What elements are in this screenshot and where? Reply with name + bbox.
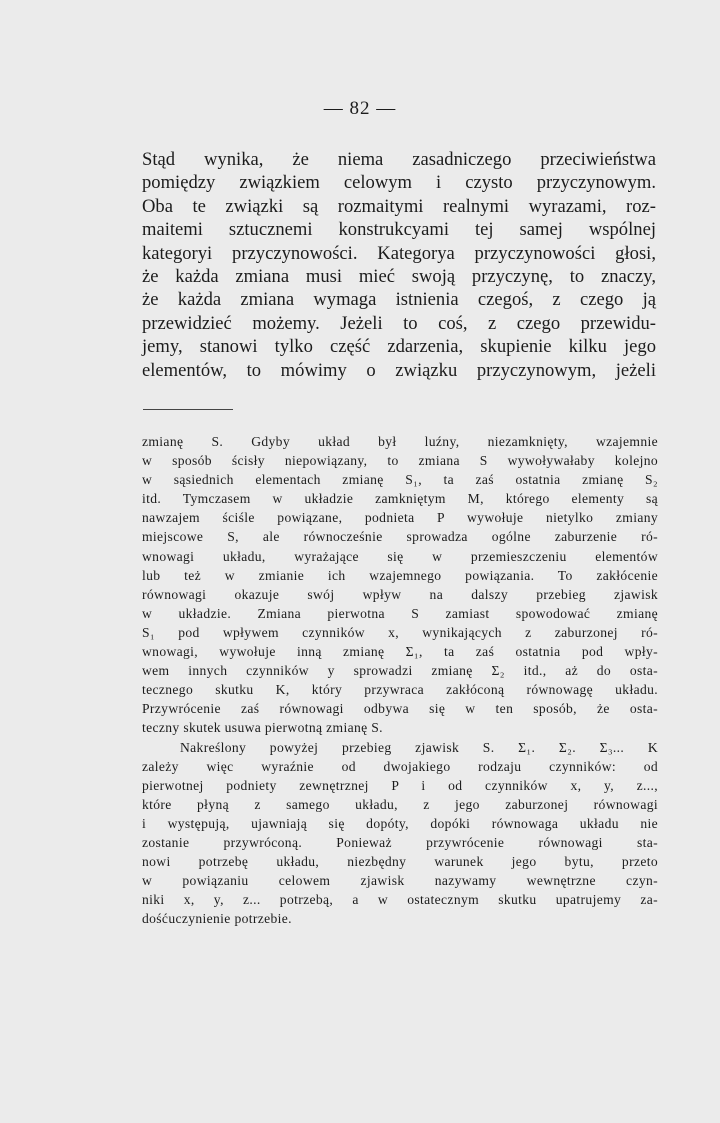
footnote-line: zależy więc wyraźnie od dwojakiego rodzaju czynników: od	[142, 758, 658, 774]
footnote-line: zostanie przywróconą. Ponieważ przywrócenie równowagi sta-	[142, 834, 658, 850]
main-text	[142, 148, 656, 382]
footnote-line: Przywrócenie zaś równowagi odbywa się w ten sposób, że osta-	[142, 701, 658, 717]
footnote-line: itd. Tymczasem w układzie zamkniętym M, którego elementy są	[142, 491, 658, 507]
text-line: że każda zmiana wymaga istnienia czegoś, z czego ją	[142, 289, 656, 311]
text-line: że każda zmiana musi mieć swoją przyczynę, to znaczy,	[142, 266, 656, 288]
footnote-line: tecznego skutku K, który przywraca zakłóconą równowagę układu.	[142, 682, 658, 698]
page-number: — 82 —	[323, 98, 397, 119]
text-line: Stąd wynika, że niema zasadniczego przeciwieństwa	[142, 149, 656, 170]
footnote-line: lub też w zmianie ich wzajemnego powiązania. To zakłócenie	[142, 567, 658, 583]
footnote-line: w powiązaniu celowem zjawisk nazywamy wewnętrzne czyn-	[142, 873, 658, 889]
footnote-line: miejscowe S, ale równocześnie sprowadza ogólne zaburzenie ró-	[142, 529, 658, 545]
footnote-line: S₁ pod wpływem czynników x, wynikających z zaburzonej ró-	[142, 624, 658, 640]
footnote-line: zmianę S. Gdyby układ był luźny, niezamknięty, wzajemnie	[142, 434, 658, 449]
footnote-line: nowi potrzebę układu, niezbędny warunek jego bytu, przeto	[142, 854, 658, 870]
footnote-line: pierwotnej podniety zewnętrznej P i od czynników x, y, z...,	[142, 777, 658, 793]
footnote-line: teczny skutek usuwa pierwotną zmianę S.	[142, 720, 383, 736]
footnote	[142, 432, 658, 928]
footnote-line: równowagi okazuje swój wpływ na dalszy przebieg zjawisk	[142, 586, 658, 602]
footnote-line: wem innych czynników y sprowadzi zmianę Σ₂ itd., aż do osta-	[142, 663, 658, 679]
text-line: kategoryi przyczynowości. Kategorya przyczynowości głosi,	[142, 242, 656, 264]
text-line: jemy, stanowi tylko część zdarzenia, skupienie kilku jego	[142, 336, 656, 358]
text-line: przewidzieć możemy. Jeżeli to coś, z czego przewidu-	[142, 312, 656, 334]
footnote-line: niki x, y, z... potrzebą, a w ostatecznym skutku upatrujemy za-	[142, 892, 658, 908]
text-line: Oba te związki są rozmaitymi realnymi wyrazami, roz-	[142, 195, 656, 217]
text-line: maitemi sztucznemi konstrukcyami tej samej wspólnej	[142, 219, 656, 241]
footnote-line: wnowagi, wywołuje inną zmianę Σ₁, ta zaś ostatnia pod wpły-	[142, 644, 658, 660]
footnote-line: w sposób ścisły niepowiązany, to zmiana S wywoływałaby kolejno	[142, 453, 658, 469]
footnote-separator	[143, 409, 233, 410]
text-line: elementów, to mówimy o związku przyczynowym, jeżeli	[142, 359, 656, 381]
footnote-line: nawzajem ściśle powiązane, podnieta P wywołuje nietylko zmiany	[142, 510, 658, 526]
text-line: pomiędzy związkiem celowym i czysto przyczynowym.	[142, 172, 656, 194]
footnote-line: i występują, ujawniają się dopóty, dopóki równowaga układu nie	[142, 815, 658, 831]
footnote-line: dośćuczynienie potrzebie.	[142, 911, 292, 927]
footnote-line: w układzie. Zmiana pierwotna S zamiast spowodować zmianę	[142, 605, 658, 621]
footnote-line: które płyną z samego układu, z jego zaburzonej równowagi	[142, 796, 658, 812]
footnote-line: Nakreślony powyżej przebieg zjawisk S. Σ₁. Σ₂. Σ₃... K	[180, 739, 658, 755]
footnote-line: wnowagi układu, wyrażające się w przemieszczeniu elementów	[142, 548, 658, 564]
footnote-line: w sąsiednich elementach zmianę S₁, ta zaś ostatnia zmianę S₂	[142, 472, 658, 488]
